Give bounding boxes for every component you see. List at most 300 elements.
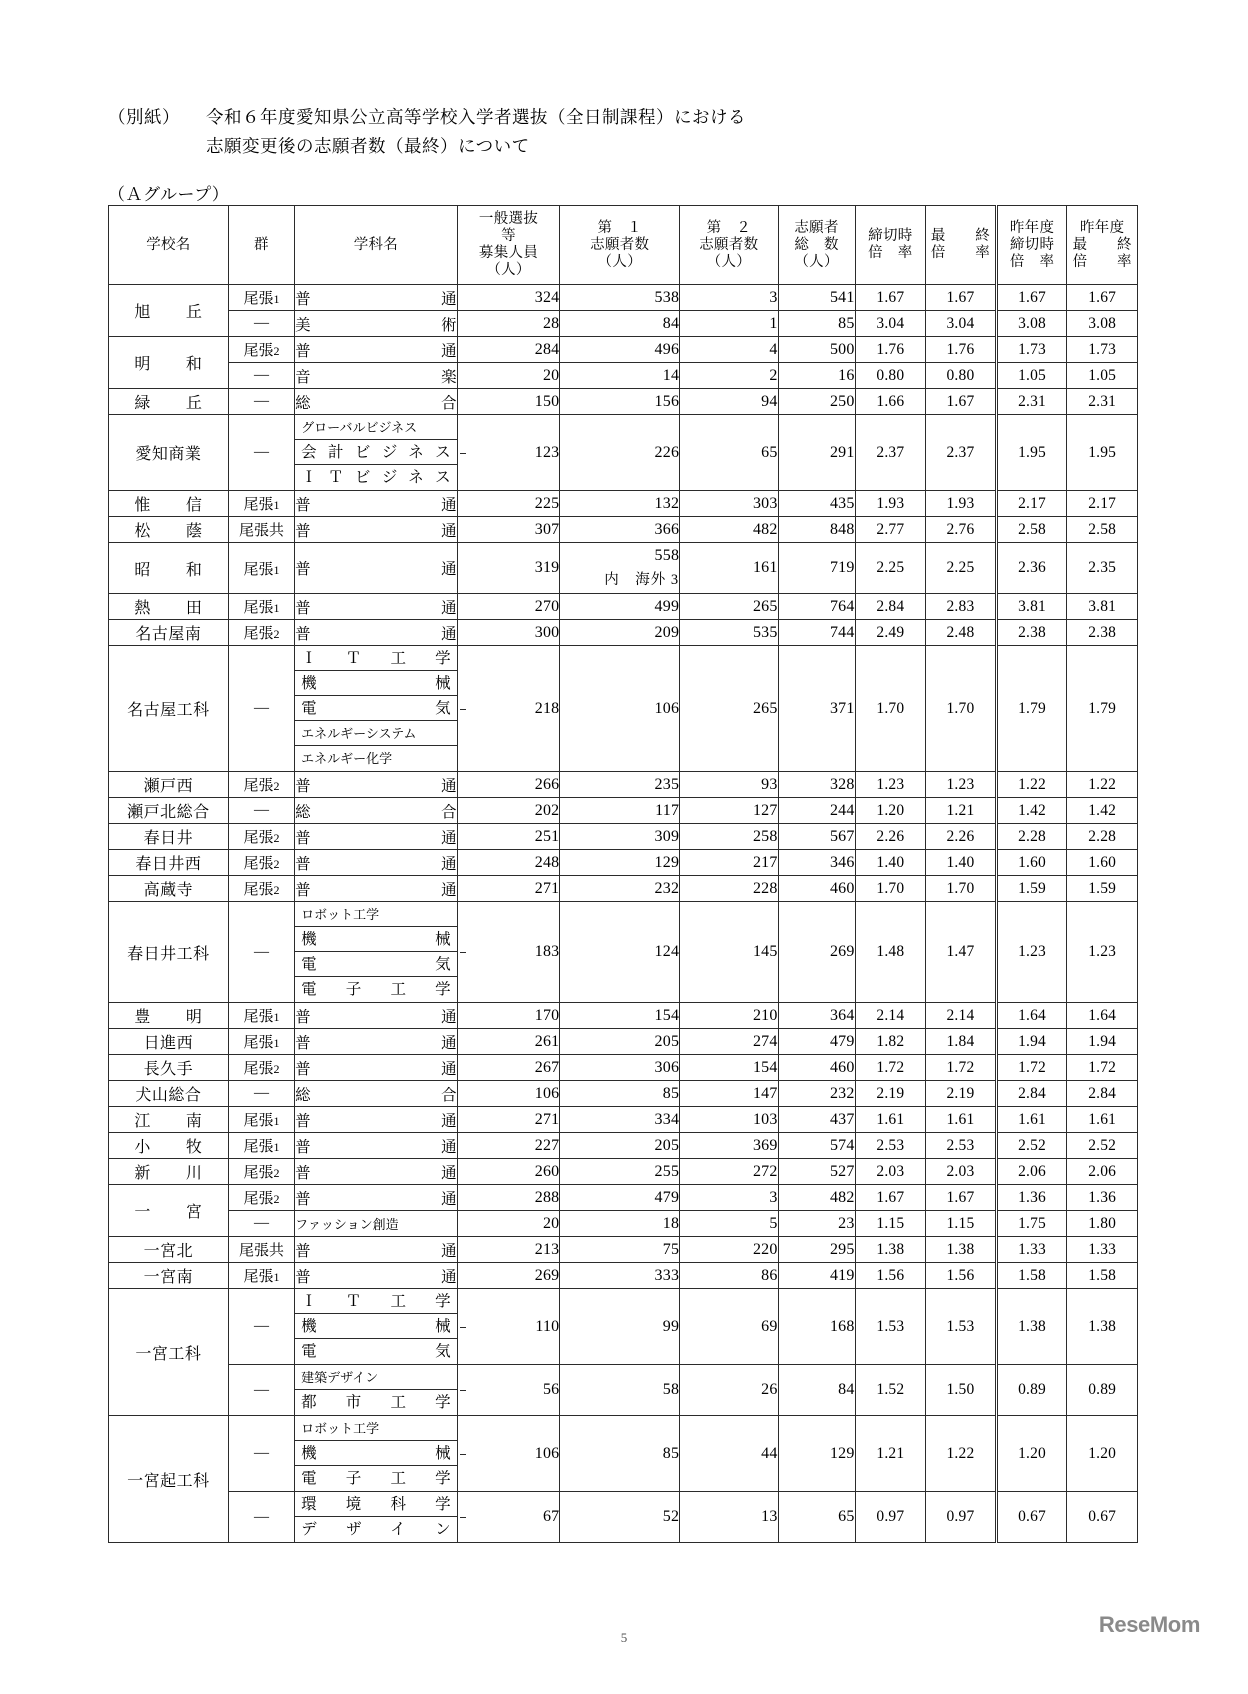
cell-quota: 261 <box>457 1029 560 1055</box>
header-last-year-final-ratio: 昨年度 最 終 倍 率 <box>1067 206 1138 285</box>
cell-total-applicants: 250 <box>778 389 855 415</box>
cell-closing-ratio: 1.23 <box>855 772 926 798</box>
group-label: （Ａグループ） <box>108 185 230 204</box>
cell-group: 尾張1 <box>228 594 294 620</box>
cell-first-choice: 209 <box>560 620 680 646</box>
cell-school-name: 高蔵寺 <box>109 876 229 902</box>
cell-last-year-final-ratio: 1.61 <box>1067 1107 1138 1133</box>
cell-group: ― <box>228 389 294 415</box>
cell-department: 普通 <box>295 1055 458 1081</box>
cell-closing-ratio: 1.72 <box>855 1055 926 1081</box>
cell-second-choice: 369 <box>680 1133 778 1159</box>
cell-second-choice: 69 <box>680 1289 778 1365</box>
cell-school-name: 瀬戸西 <box>109 772 229 798</box>
cell-last-year-closing-ratio: 3.08 <box>996 311 1067 337</box>
cell-last-year-closing-ratio: 2.28 <box>996 824 1067 850</box>
cell-last-year-final-ratio: 1.67 <box>1067 285 1138 311</box>
cell-second-choice: 103 <box>680 1107 778 1133</box>
cell-final-ratio: 1.70 <box>926 646 997 772</box>
cell-total-applicants: 371 <box>778 646 855 772</box>
cell-quota: 270 <box>457 594 560 620</box>
table-row <box>109 1133 1138 1159</box>
cell-final-ratio: 1.76 <box>926 337 997 363</box>
cell-school-name: 一宮起工科 <box>109 1416 229 1543</box>
cell-department: 普通 <box>295 850 458 876</box>
cell-last-year-closing-ratio: 1.59 <box>996 876 1067 902</box>
title-line-2: 志願変更後の志願者数（最終）について <box>206 136 530 156</box>
cell-school-name: 名古屋工科 <box>109 646 229 772</box>
table-row <box>109 1416 1138 1492</box>
cell-second-choice: 154 <box>680 1055 778 1081</box>
cell-group: ― <box>228 1416 294 1492</box>
cell-group: 尾張1 <box>228 1003 294 1029</box>
cell-first-choice: 205 <box>560 1133 680 1159</box>
table-row <box>109 1107 1138 1133</box>
cell-total-applicants: 84 <box>778 1365 855 1416</box>
cell-closing-ratio: 1.52 <box>855 1365 926 1416</box>
cell-total-applicants: 23 <box>778 1211 855 1237</box>
cell-final-ratio: 1.15 <box>926 1211 997 1237</box>
cell-last-year-closing-ratio: 1.22 <box>996 772 1067 798</box>
cell-last-year-final-ratio: 1.64 <box>1067 1003 1138 1029</box>
table-row <box>109 1029 1138 1055</box>
cell-department: ロボット工学 機械 電気 電子工学 <box>295 902 458 1003</box>
cell-first-choice: 14 <box>560 363 680 389</box>
cell-school-name: 新川 <box>109 1159 229 1185</box>
table-row <box>109 1365 1138 1416</box>
cell-final-ratio: 1.67 <box>926 389 997 415</box>
cell-group: ― <box>228 415 294 491</box>
cell-last-year-final-ratio: 1.72 <box>1067 1055 1138 1081</box>
cell-last-year-closing-ratio: 2.58 <box>996 517 1067 543</box>
cell-second-choice: 217 <box>680 850 778 876</box>
cell-second-choice: 228 <box>680 876 778 902</box>
cell-second-choice: 274 <box>680 1029 778 1055</box>
cell-last-year-final-ratio: 1.42 <box>1067 798 1138 824</box>
cell-quota: 56 <box>457 1365 560 1416</box>
cell-quota: 271 <box>457 876 560 902</box>
cell-first-choice: 255 <box>560 1159 680 1185</box>
cell-last-year-final-ratio: 2.35 <box>1067 543 1138 594</box>
cell-group: 尾張2 <box>228 850 294 876</box>
cell-second-choice: 1 <box>680 311 778 337</box>
cell-last-year-closing-ratio: 1.42 <box>996 798 1067 824</box>
table-row <box>109 1263 1138 1289</box>
cell-final-ratio: 2.48 <box>926 620 997 646</box>
cell-last-year-closing-ratio: 1.60 <box>996 850 1067 876</box>
cell-second-choice: 265 <box>680 594 778 620</box>
cell-closing-ratio: 1.67 <box>855 285 926 311</box>
table-row <box>109 1003 1138 1029</box>
cell-second-choice: 161 <box>680 543 778 594</box>
cell-first-choice: 117 <box>560 798 680 824</box>
cell-school-name: 春日井西 <box>109 850 229 876</box>
table-row <box>109 1159 1138 1185</box>
cell-total-applicants: 295 <box>778 1237 855 1263</box>
cell-last-year-final-ratio: 1.33 <box>1067 1237 1138 1263</box>
cell-final-ratio: 1.47 <box>926 902 997 1003</box>
cell-group: 尾張2 <box>228 1055 294 1081</box>
cell-last-year-final-ratio: 1.79 <box>1067 646 1138 772</box>
cell-closing-ratio: 1.48 <box>855 902 926 1003</box>
page-number: 5 <box>620 1630 628 1645</box>
cell-second-choice: 2 <box>680 363 778 389</box>
cell-last-year-closing-ratio: 2.31 <box>996 389 1067 415</box>
table-row <box>109 1289 1138 1365</box>
cell-last-year-closing-ratio: 0.67 <box>996 1492 1067 1543</box>
cell-group: ― <box>228 1081 294 1107</box>
cell-quota: 106 <box>457 1416 560 1492</box>
cell-second-choice: 44 <box>680 1416 778 1492</box>
cell-second-choice: 220 <box>680 1237 778 1263</box>
cell-last-year-final-ratio: 3.08 <box>1067 311 1138 337</box>
cell-final-ratio: 0.97 <box>926 1492 997 1543</box>
table-row <box>109 389 1138 415</box>
cell-department: 音楽 <box>295 363 458 389</box>
cell-first-choice: 232 <box>560 876 680 902</box>
cell-total-applicants: 567 <box>778 824 855 850</box>
cell-quota: 218 <box>457 646 560 772</box>
header-final-ratio: 最 終 倍 率 <box>926 206 997 285</box>
cell-final-ratio: 1.50 <box>926 1365 997 1416</box>
cell-final-ratio: 1.22 <box>926 1416 997 1492</box>
cell-quota: 288 <box>457 1185 560 1211</box>
cell-school-name: 一宮工科 <box>109 1289 229 1416</box>
cell-group: 尾張1 <box>228 1107 294 1133</box>
cell-department: 環境科学 デザイン <box>295 1492 458 1543</box>
cell-total-applicants: 541 <box>778 285 855 311</box>
cell-closing-ratio: 2.49 <box>855 620 926 646</box>
cell-last-year-closing-ratio: 0.89 <box>996 1365 1067 1416</box>
cell-school-name: 熱田 <box>109 594 229 620</box>
cell-quota: 269 <box>457 1263 560 1289</box>
cell-first-choice: 235 <box>560 772 680 798</box>
table-row <box>109 1237 1138 1263</box>
cell-last-year-closing-ratio: 1.05 <box>996 363 1067 389</box>
cell-group: ― <box>228 798 294 824</box>
cell-last-year-final-ratio: 2.84 <box>1067 1081 1138 1107</box>
cell-total-applicants: 479 <box>778 1029 855 1055</box>
cell-final-ratio: 2.26 <box>926 824 997 850</box>
cell-last-year-final-ratio: 2.31 <box>1067 389 1138 415</box>
cell-group: 尾張2 <box>228 876 294 902</box>
cell-last-year-closing-ratio: 2.52 <box>996 1133 1067 1159</box>
cell-school-name: 一宮南 <box>109 1263 229 1289</box>
cell-closing-ratio: 1.93 <box>855 491 926 517</box>
header-last-year-closing-ratio: 昨年度 締切時 倍 率 <box>996 206 1067 285</box>
cell-quota: 284 <box>457 337 560 363</box>
cell-school-name: 明和 <box>109 337 229 389</box>
cell-school-name: 豊明 <box>109 1003 229 1029</box>
cell-school-name: 緑丘 <box>109 389 229 415</box>
cell-final-ratio: 1.61 <box>926 1107 997 1133</box>
cell-quota: 20 <box>457 363 560 389</box>
cell-department: 普通 <box>295 285 458 311</box>
cell-final-ratio: 1.70 <box>926 876 997 902</box>
cell-total-applicants: 85 <box>778 311 855 337</box>
cell-last-year-closing-ratio: 1.72 <box>996 1055 1067 1081</box>
cell-closing-ratio: 2.77 <box>855 517 926 543</box>
cell-second-choice: 258 <box>680 824 778 850</box>
cell-school-name: 旭丘 <box>109 285 229 337</box>
cell-total-applicants: 435 <box>778 491 855 517</box>
cell-last-year-closing-ratio: 3.81 <box>996 594 1067 620</box>
cell-group: 尾張1 <box>228 1029 294 1055</box>
cell-group: 尾張共 <box>228 517 294 543</box>
cell-last-year-final-ratio: 2.52 <box>1067 1133 1138 1159</box>
cell-last-year-closing-ratio: 2.17 <box>996 491 1067 517</box>
cell-total-applicants: 482 <box>778 1185 855 1211</box>
cell-school-name: 松蔭 <box>109 517 229 543</box>
cell-first-choice: 75 <box>560 1237 680 1263</box>
cell-closing-ratio: 2.25 <box>855 543 926 594</box>
cell-total-applicants: 460 <box>778 1055 855 1081</box>
cell-last-year-closing-ratio: 1.94 <box>996 1029 1067 1055</box>
cell-last-year-closing-ratio: 1.95 <box>996 415 1067 491</box>
cell-closing-ratio: 1.67 <box>855 1185 926 1211</box>
cell-group: 尾張1 <box>228 285 294 311</box>
table-row <box>109 363 1138 389</box>
header-quota: 一般選抜 等 募集人員 （人） <box>457 206 560 285</box>
cell-last-year-final-ratio: 1.80 <box>1067 1211 1138 1237</box>
cell-first-choice: 558 内 海外 3 <box>560 543 680 594</box>
cell-total-applicants: 419 <box>778 1263 855 1289</box>
cell-last-year-closing-ratio: 2.36 <box>996 543 1067 594</box>
cell-department: 総合 <box>295 1081 458 1107</box>
cell-total-applicants: 764 <box>778 594 855 620</box>
cell-quota: 227 <box>457 1133 560 1159</box>
cell-last-year-final-ratio: 2.28 <box>1067 824 1138 850</box>
cell-second-choice: 3 <box>680 285 778 311</box>
cell-total-applicants: 16 <box>778 363 855 389</box>
table-row <box>109 594 1138 620</box>
cell-first-choice: 334 <box>560 1107 680 1133</box>
cell-closing-ratio: 1.56 <box>855 1263 926 1289</box>
cell-school-name: 春日井 <box>109 824 229 850</box>
applicants-table <box>108 205 1138 1543</box>
cell-department: 普通 <box>295 1237 458 1263</box>
cell-last-year-closing-ratio: 1.33 <box>996 1237 1067 1263</box>
table-row <box>109 902 1138 1003</box>
cell-group: ― <box>228 1365 294 1416</box>
cell-department: 普通 <box>295 337 458 363</box>
cell-second-choice: 127 <box>680 798 778 824</box>
cell-last-year-closing-ratio: 1.20 <box>996 1416 1067 1492</box>
cell-school-name: 長久手 <box>109 1055 229 1081</box>
cell-total-applicants: 269 <box>778 902 855 1003</box>
cell-quota: 225 <box>457 491 560 517</box>
cell-second-choice: 4 <box>680 337 778 363</box>
cell-final-ratio: 1.72 <box>926 1055 997 1081</box>
cell-final-ratio: 1.67 <box>926 285 997 311</box>
cell-total-applicants: 460 <box>778 876 855 902</box>
cell-last-year-final-ratio: 1.36 <box>1067 1185 1138 1211</box>
cell-closing-ratio: 1.21 <box>855 1416 926 1492</box>
header-school: 学校名 <box>109 206 229 285</box>
cell-group: 尾張1 <box>228 543 294 594</box>
cell-last-year-closing-ratio: 2.06 <box>996 1159 1067 1185</box>
table-row <box>109 620 1138 646</box>
cell-closing-ratio: 1.76 <box>855 337 926 363</box>
cell-school-name: 一宮北 <box>109 1237 229 1263</box>
cell-group: 尾張2 <box>228 1159 294 1185</box>
cell-final-ratio: 3.04 <box>926 311 997 337</box>
cell-closing-ratio: 1.70 <box>855 876 926 902</box>
cell-last-year-final-ratio: 1.38 <box>1067 1289 1138 1365</box>
cell-first-choice: 132 <box>560 491 680 517</box>
cell-second-choice: 272 <box>680 1159 778 1185</box>
cell-quota: 123 <box>457 415 560 491</box>
cell-department: ＩＴ工学 機械 電気 エネルギーシステム エネルギー化学 <box>295 646 458 772</box>
header-dept: 学科名 <box>295 206 458 285</box>
cell-second-choice: 482 <box>680 517 778 543</box>
cell-final-ratio: 2.19 <box>926 1081 997 1107</box>
cell-closing-ratio: 2.03 <box>855 1159 926 1185</box>
cell-final-ratio: 2.25 <box>926 543 997 594</box>
cell-total-applicants: 364 <box>778 1003 855 1029</box>
cell-department: 普通 <box>295 620 458 646</box>
cell-school-name: 一宮 <box>109 1185 229 1237</box>
cell-first-choice: 154 <box>560 1003 680 1029</box>
cell-last-year-closing-ratio: 1.58 <box>996 1263 1067 1289</box>
cell-group: 尾張2 <box>228 620 294 646</box>
cell-second-choice: 86 <box>680 1263 778 1289</box>
cell-last-year-closing-ratio: 1.75 <box>996 1211 1067 1237</box>
cell-total-applicants: 848 <box>778 517 855 543</box>
header-total-applicants: 志願者 総 数 （人） <box>778 206 855 285</box>
cell-last-year-final-ratio: 0.89 <box>1067 1365 1138 1416</box>
cell-final-ratio: 1.56 <box>926 1263 997 1289</box>
cell-department: ファッション創造 <box>295 1211 458 1237</box>
cell-final-ratio: 1.23 <box>926 772 997 798</box>
cell-first-choice: 156 <box>560 389 680 415</box>
cell-department: 普通 <box>295 1185 458 1211</box>
cell-last-year-final-ratio: 1.23 <box>1067 902 1138 1003</box>
cell-second-choice: 265 <box>680 646 778 772</box>
cell-second-choice: 5 <box>680 1211 778 1237</box>
cell-last-year-closing-ratio: 1.79 <box>996 646 1067 772</box>
cell-last-year-final-ratio: 1.22 <box>1067 772 1138 798</box>
cell-closing-ratio: 1.15 <box>855 1211 926 1237</box>
cell-quota: 213 <box>457 1237 560 1263</box>
cell-first-choice: 226 <box>560 415 680 491</box>
cell-first-choice: 496 <box>560 337 680 363</box>
cell-final-ratio: 1.93 <box>926 491 997 517</box>
cell-department: 普通 <box>295 1003 458 1029</box>
cell-final-ratio: 1.84 <box>926 1029 997 1055</box>
cell-total-applicants: 232 <box>778 1081 855 1107</box>
cell-quota: 183 <box>457 902 560 1003</box>
cell-last-year-final-ratio: 0.67 <box>1067 1492 1138 1543</box>
cell-department: 普通 <box>295 594 458 620</box>
cell-group: 尾張1 <box>228 1263 294 1289</box>
cell-quota: 248 <box>457 850 560 876</box>
cell-school-name: 惟信 <box>109 491 229 517</box>
cell-last-year-final-ratio: 1.60 <box>1067 850 1138 876</box>
cell-second-choice: 145 <box>680 902 778 1003</box>
cell-final-ratio: 2.76 <box>926 517 997 543</box>
cell-department: 普通 <box>295 491 458 517</box>
cell-group: ― <box>228 311 294 337</box>
cell-school-name: 瀬戸北総合 <box>109 798 229 824</box>
cell-first-choice: 52 <box>560 1492 680 1543</box>
cell-total-applicants: 719 <box>778 543 855 594</box>
cell-department: 普通 <box>295 824 458 850</box>
cell-last-year-final-ratio: 1.05 <box>1067 363 1138 389</box>
cell-closing-ratio: 1.20 <box>855 798 926 824</box>
cell-total-applicants: 168 <box>778 1289 855 1365</box>
cell-closing-ratio: 1.66 <box>855 389 926 415</box>
cell-last-year-closing-ratio: 1.73 <box>996 337 1067 363</box>
cell-last-year-final-ratio: 1.73 <box>1067 337 1138 363</box>
cell-department: 普通 <box>295 543 458 594</box>
cell-school-name: 小牧 <box>109 1133 229 1159</box>
cell-closing-ratio: 2.84 <box>855 594 926 620</box>
cell-department: 普通 <box>295 772 458 798</box>
cell-first-choice: 99 <box>560 1289 680 1365</box>
cell-final-ratio: 2.53 <box>926 1133 997 1159</box>
cell-total-applicants: 527 <box>778 1159 855 1185</box>
cell-first-choice: 366 <box>560 517 680 543</box>
cell-last-year-final-ratio: 2.38 <box>1067 620 1138 646</box>
cell-second-choice: 26 <box>680 1365 778 1416</box>
cell-group: 尾張2 <box>228 772 294 798</box>
cell-last-year-final-ratio: 1.95 <box>1067 415 1138 491</box>
table-row <box>109 1492 1138 1543</box>
cell-last-year-final-ratio: 1.59 <box>1067 876 1138 902</box>
cell-department: 建築デザイン 都市工学 <box>295 1365 458 1416</box>
cell-final-ratio: 1.53 <box>926 1289 997 1365</box>
cell-closing-ratio: 1.70 <box>855 646 926 772</box>
cell-school-name: 名古屋南 <box>109 620 229 646</box>
cell-second-choice: 93 <box>680 772 778 798</box>
document-heading <box>108 103 1008 161</box>
cell-quota: 170 <box>457 1003 560 1029</box>
cell-first-choice: 106 <box>560 646 680 772</box>
cell-closing-ratio: 1.53 <box>855 1289 926 1365</box>
cell-first-choice: 309 <box>560 824 680 850</box>
cell-last-year-closing-ratio: 1.38 <box>996 1289 1067 1365</box>
cell-second-choice: 65 <box>680 415 778 491</box>
table-row <box>109 876 1138 902</box>
cell-quota: 267 <box>457 1055 560 1081</box>
cell-school-name: 春日井工科 <box>109 902 229 1003</box>
table-row <box>109 311 1138 337</box>
cell-last-year-final-ratio: 2.06 <box>1067 1159 1138 1185</box>
cell-last-year-final-ratio: 1.20 <box>1067 1416 1138 1492</box>
cell-first-choice: 85 <box>560 1416 680 1492</box>
cell-first-choice: 85 <box>560 1081 680 1107</box>
table-row <box>109 337 1138 363</box>
title-line-1: 令和６年度愛知県公立高等学校入学者選抜（全日制課程）における <box>206 107 746 127</box>
cell-total-applicants: 744 <box>778 620 855 646</box>
table-row <box>109 1185 1138 1211</box>
cell-first-choice: 306 <box>560 1055 680 1081</box>
cell-group: ― <box>228 363 294 389</box>
cell-group: 尾張1 <box>228 1133 294 1159</box>
cell-last-year-final-ratio: 2.58 <box>1067 517 1138 543</box>
cell-total-applicants: 129 <box>778 1416 855 1492</box>
cell-department: 普通 <box>295 1263 458 1289</box>
cell-second-choice: 94 <box>680 389 778 415</box>
table-row <box>109 646 1138 772</box>
table-row <box>109 1055 1138 1081</box>
applicants-table-wrapper <box>108 205 1138 1543</box>
cell-department: 美術 <box>295 311 458 337</box>
cell-final-ratio: 1.40 <box>926 850 997 876</box>
cell-second-choice: 13 <box>680 1492 778 1543</box>
cell-second-choice: 535 <box>680 620 778 646</box>
